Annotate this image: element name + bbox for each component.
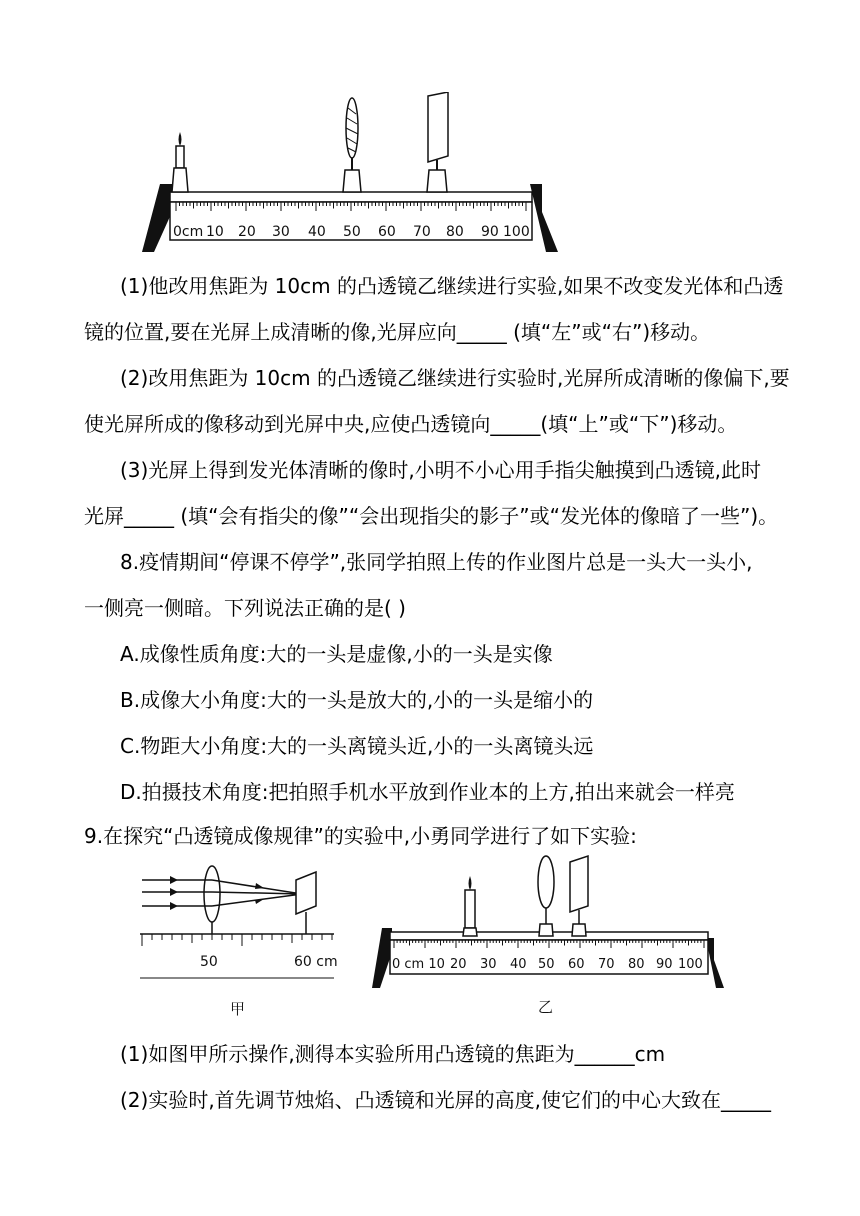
yi-tick-60: 60 (568, 957, 585, 972)
bench1-tick-70: 70 (413, 224, 431, 240)
lens-icon (343, 98, 361, 192)
light-screen-icon (570, 856, 588, 936)
bench1-tick-90: 90 (481, 224, 499, 240)
q7-part3-line1: (3)光屏上得到发光体清晰的像时,小明不小心用手指尖触摸到凸透镜,此时 (120, 458, 762, 482)
figure-jia-focal-length (136, 862, 356, 1022)
bench1-tick-60: 60 (378, 224, 396, 240)
q8-option-a: A.成像性质角度:大的一头是虚像,小的一头是实像 (120, 642, 553, 666)
bench1-tick-20: 20 (238, 224, 256, 240)
q7-part1-line2: 镜的位置,要在光屏上成清晰的像,光屏应向_____ (填“左”或“右”)移动。 (84, 320, 711, 344)
yi-tick-0-10: 0 cm 10 (392, 957, 445, 972)
figure-yi-optical-bench (372, 852, 728, 1022)
q8-option-c: C.物距大小角度:大的一头离镜头近,小的一头离镜头远 (120, 734, 594, 758)
yi-tick-70: 70 (598, 957, 615, 972)
bench1-tick-100: 100 (503, 224, 530, 240)
q9-stem: 9.在探究“凸透镜成像规律”的实验中,小勇同学进行了如下实验: (84, 824, 637, 848)
q8-stem-line1: 8.疫情期间“停课不停学”,张同学拍照上传的作业图片总是一头大一头小, (120, 550, 753, 574)
q7-part1-line1: (1)他改用焦距为 10cm 的凸透镜乙继续进行实验,如果不改变发光体和凸透 (120, 274, 784, 298)
bench1-tick-30: 30 (272, 224, 290, 240)
q8-option-d: D.拍摄技术角度:把拍照手机水平放到作业本的上方,拍出来就会一样亮 (120, 780, 735, 804)
candle-icon (172, 132, 188, 192)
bench1-tick-50: 50 (343, 224, 361, 240)
q7-part2-line1: (2)改用焦距为 10cm 的凸透镜乙继续进行实验时,光屏所成清晰的像偏下,要 (120, 366, 790, 390)
bench-right-post (530, 184, 558, 252)
lens-icon (204, 866, 220, 922)
yi-tick-20: 20 (450, 957, 467, 972)
bench-left-post (142, 184, 172, 252)
q7-part3-line2: 光屏_____ (填“会有指尖的像”“会出现指尖的影子”或“发光体的像暗了一些”)。 (84, 504, 779, 528)
yi-caption: 乙 (538, 998, 554, 1016)
yi-tick-30: 30 (480, 957, 497, 972)
yi-tick-80: 80 (628, 957, 645, 972)
yi-tick-40: 40 (510, 957, 527, 972)
figure-optical-bench-1 (140, 92, 560, 262)
q9-part2: (2)实验时,首先调节烛焰、凸透镜和光屏的高度,使它们的中心大致在_____ (120, 1088, 772, 1112)
jia-label-60: 60 cm (294, 954, 338, 970)
candle-icon (463, 876, 477, 936)
bench1-tick-0: 0cm (173, 224, 204, 240)
q8-option-b: B.成像大小角度:大的一头是放大的,小的一头是缩小的 (120, 688, 594, 712)
yi-tick-90: 90 (656, 957, 673, 972)
jia-label-50: 50 (200, 954, 218, 970)
bench1-tick-80: 80 (446, 224, 464, 240)
q9-part1: (1)如图甲所示操作,测得本实验所用凸透镜的焦距为______cm (120, 1042, 666, 1066)
yi-tick-100: 100 (678, 957, 703, 972)
bench1-tick-40: 40 (308, 224, 326, 240)
yi-tick-50: 50 (538, 957, 555, 972)
q8-stem-line2: 一侧亮一侧暗。下列说法正确的是( ) (84, 596, 406, 620)
light-screen-icon (427, 92, 448, 192)
q7-part2-line2: 使光屏所成的像移动到光屏中央,应使凸透镜向_____(填“上”或“下”)移动。 (84, 412, 738, 436)
light-screen-icon (296, 872, 316, 914)
bench1-tick-10: 10 (206, 224, 224, 240)
lens-icon (538, 856, 554, 936)
jia-caption: 甲 (230, 1000, 246, 1018)
